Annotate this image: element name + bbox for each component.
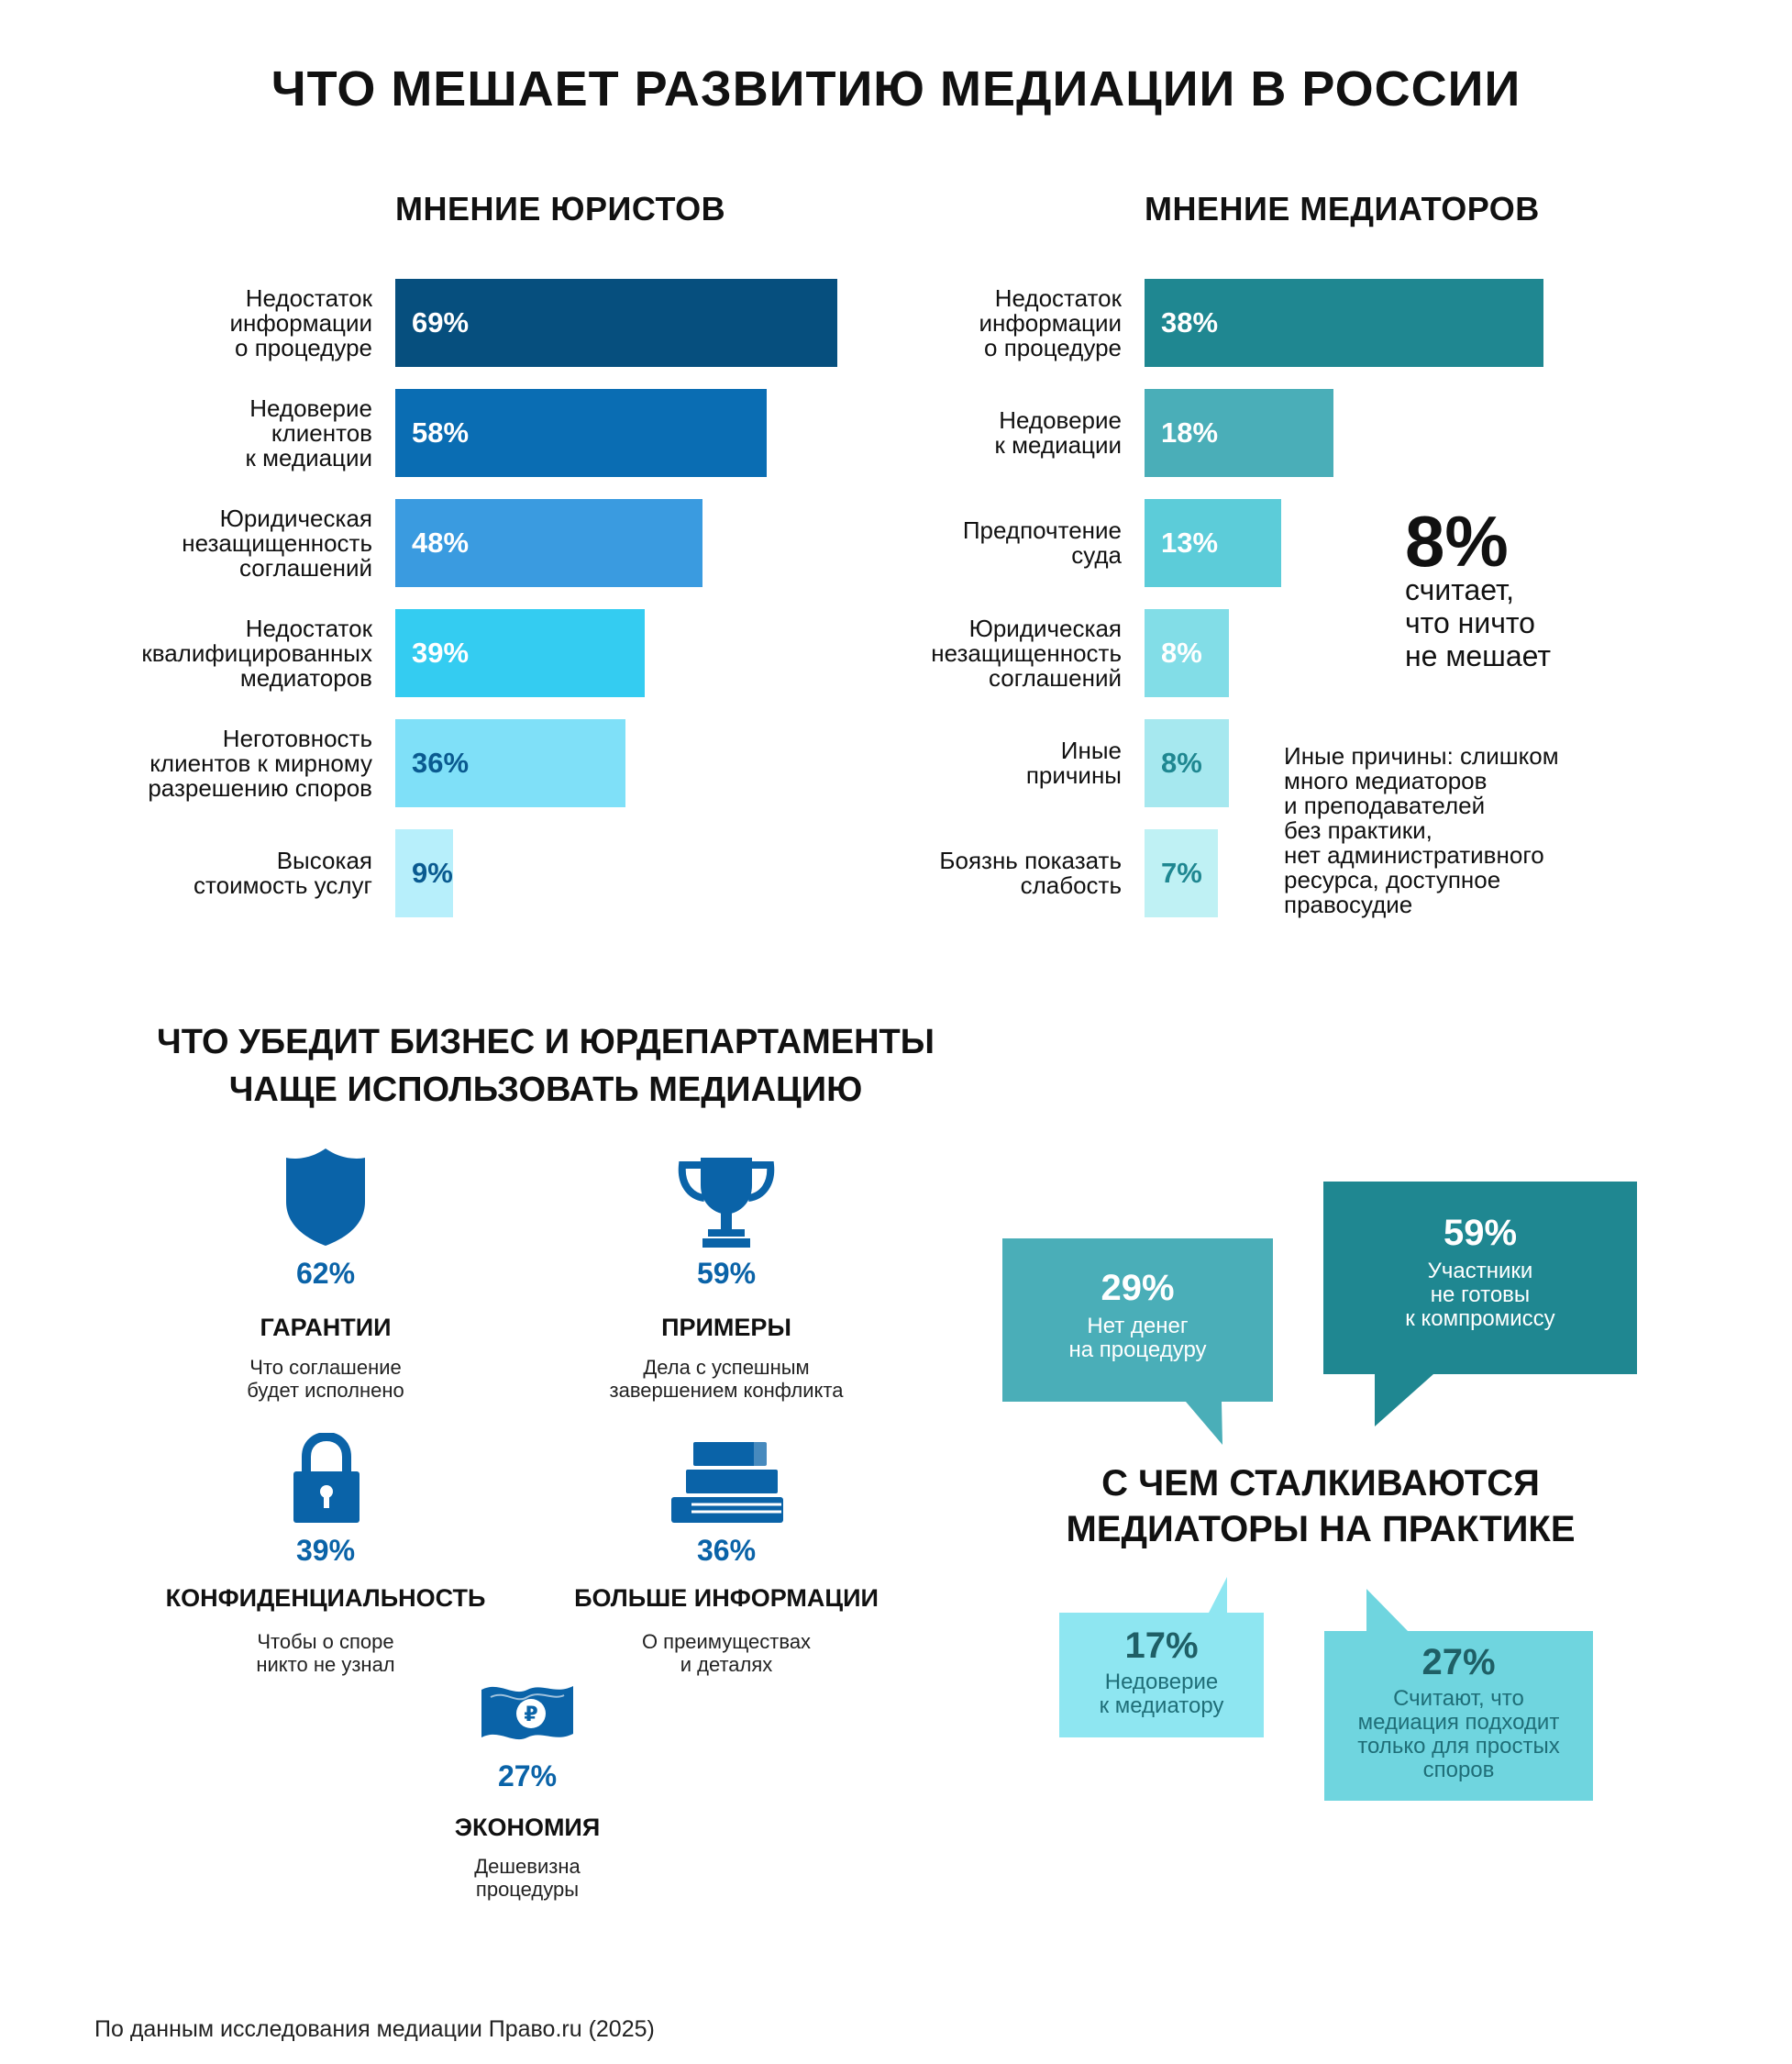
more-info-sub: О преимуществах и деталях [641, 1630, 812, 1676]
bubble-no-compromise [1323, 1213, 1637, 1331]
lawyers-bar [395, 829, 453, 917]
bubble-distrust-pct: 17% [1124, 1626, 1199, 1666]
mediators-bar [1145, 279, 1543, 367]
bubble-no-compromise-pct: 59% [1443, 1213, 1518, 1253]
books-icon [669, 1440, 785, 1525]
mediators-bar [1145, 609, 1229, 697]
bubble-distrust [1059, 1626, 1264, 1718]
guarantees-title: ГАРАНТИИ [260, 1314, 392, 1341]
mediators-category-label: Предпочтение суда [962, 516, 1122, 569]
mediators-category-label: Боязнь показать слабость [939, 847, 1122, 899]
bubble-no-money-text: Нет денег на процедуру [1068, 1314, 1207, 1362]
mediators-category-label: Иные причины [1025, 737, 1122, 789]
lawyers-chart-title: МНЕНИЕ ЮРИСТОВ [395, 190, 726, 227]
examples-title: ПРИМЕРЫ [661, 1314, 791, 1341]
lawyers-category-label: Юридическая незащищенность соглашений [182, 504, 372, 582]
shield-icon [284, 1147, 367, 1248]
svg-text:₽: ₽ [524, 1703, 538, 1726]
lawyers-bar [395, 499, 702, 587]
lawyers-bar-value: 39% [412, 637, 470, 669]
bubble-no-money [1002, 1268, 1273, 1362]
confidentiality-sub: Чтобы о споре никто не узнал [256, 1630, 395, 1676]
more-info-pct: 36% [696, 1534, 757, 1567]
bubble-simple-disputes [1324, 1642, 1593, 1782]
lawyers-bar [395, 279, 837, 367]
mediators-bar-value: 38% [1161, 306, 1219, 338]
more-info-title: БОЛЬШЕ ИНФОРМАЦИИ [574, 1584, 879, 1612]
mediators-bar-value: 8% [1161, 637, 1202, 669]
economy-title: ЭКОНОМИЯ [454, 1814, 601, 1841]
bubble-simple-disputes-text: Считают, что медиация подходит только для простых споров [1357, 1686, 1560, 1782]
lawyers-bar-value: 9% [412, 857, 453, 889]
lawyers-bar [395, 389, 767, 477]
mediators-bar-value: 18% [1161, 416, 1219, 449]
economy-pct: 27% [497, 1759, 558, 1792]
lawyers-category-label: Недоверие клиентов к медиации [245, 394, 372, 472]
mediators-category-label: Юридическая незащищенность соглашений [931, 614, 1122, 692]
source-footer: По данным исследования медиации Право.ru (2025) [94, 2016, 655, 2042]
economy-sub: Дешевизна процедуры [474, 1855, 581, 1901]
mediators-bar [1145, 829, 1218, 917]
guarantees-pct: 62% [295, 1257, 356, 1290]
lawyers-bar [395, 609, 645, 697]
mediators-bar [1145, 719, 1229, 807]
lawyers-category-label: Недостаток квалифицированных медиаторов [141, 614, 372, 692]
confidentiality-pct: 39% [295, 1534, 356, 1567]
mediators-bar-value: 7% [1161, 857, 1202, 889]
nothing-hinders-pct: 8% [1405, 501, 1509, 582]
section-persuade-title: ЧТО УБЕДИТ БИЗНЕС И ЮРДЕПАРТАМЕНТЫ ЧАЩЕ ИСПОЛЬЗОВАТЬ МЕДИАЦИЮ [157, 1023, 935, 1109]
nothing-hinders-text: считает, что ничто не мешает [1405, 573, 1552, 672]
lawyers-category-label: Высокая стоимость услуг [194, 847, 372, 899]
confidentiality-title: КОНФИДЕНЦИАЛЬНОСТЬ [165, 1584, 486, 1612]
lawyers-category-label: Неготовность клиентов к мирному разрешению споров [148, 724, 372, 802]
lawyers-bar-value: 36% [412, 747, 470, 779]
trophy-icon [677, 1154, 776, 1249]
mediators-category-label: Недостаток информации о процедуре [979, 283, 1122, 361]
lawyers-category-label: Недостаток информации о процедуре [229, 283, 372, 361]
bubble-no-compromise-text: Участники не готовы к компромиссу [1405, 1259, 1555, 1331]
section-mediators-practice-title: С ЧЕМ СТАЛКИВАЮТСЯ МЕДИАТОРЫ НА ПРАКТИКЕ [1066, 1463, 1576, 1549]
lock-icon [290, 1433, 363, 1525]
page-title: ЧТО МЕШАЕТ РАЗВИТИЮ МЕДИАЦИИ В РОССИИ [271, 61, 1521, 117]
bubble-distrust-text: Недоверие к медиатору [1099, 1670, 1224, 1718]
lawyers-bar [395, 719, 625, 807]
lawyers-bar-value: 69% [412, 306, 470, 338]
ruble-banknote-icon [480, 1681, 575, 1745]
mediators-bar [1145, 499, 1281, 587]
lawyers-bar-value: 48% [412, 527, 470, 559]
examples-sub: Дела с успешным завершением конфликта [609, 1356, 844, 1402]
lawyers-bar-value: 58% [412, 416, 470, 449]
guarantees-sub: Что соглашение будет исполнено [247, 1356, 404, 1402]
mediators-bar-value: 13% [1161, 527, 1219, 559]
bubble-no-money-pct: 29% [1101, 1268, 1175, 1308]
other-reasons-note: Иные причины: слишком много медиаторов и преподавателей без практики, нет административного ресурса, доступное правосудие [1284, 742, 1559, 918]
examples-pct: 59% [696, 1257, 757, 1290]
mediators-chart-title: МНЕНИЕ МЕДИАТОРОВ [1145, 190, 1540, 227]
mediators-bar [1145, 389, 1333, 477]
mediators-category-label: Недоверие к медиации [994, 406, 1122, 459]
bubble-simple-disputes-pct: 27% [1421, 1642, 1496, 1682]
mediators-bar-value: 8% [1161, 747, 1202, 779]
